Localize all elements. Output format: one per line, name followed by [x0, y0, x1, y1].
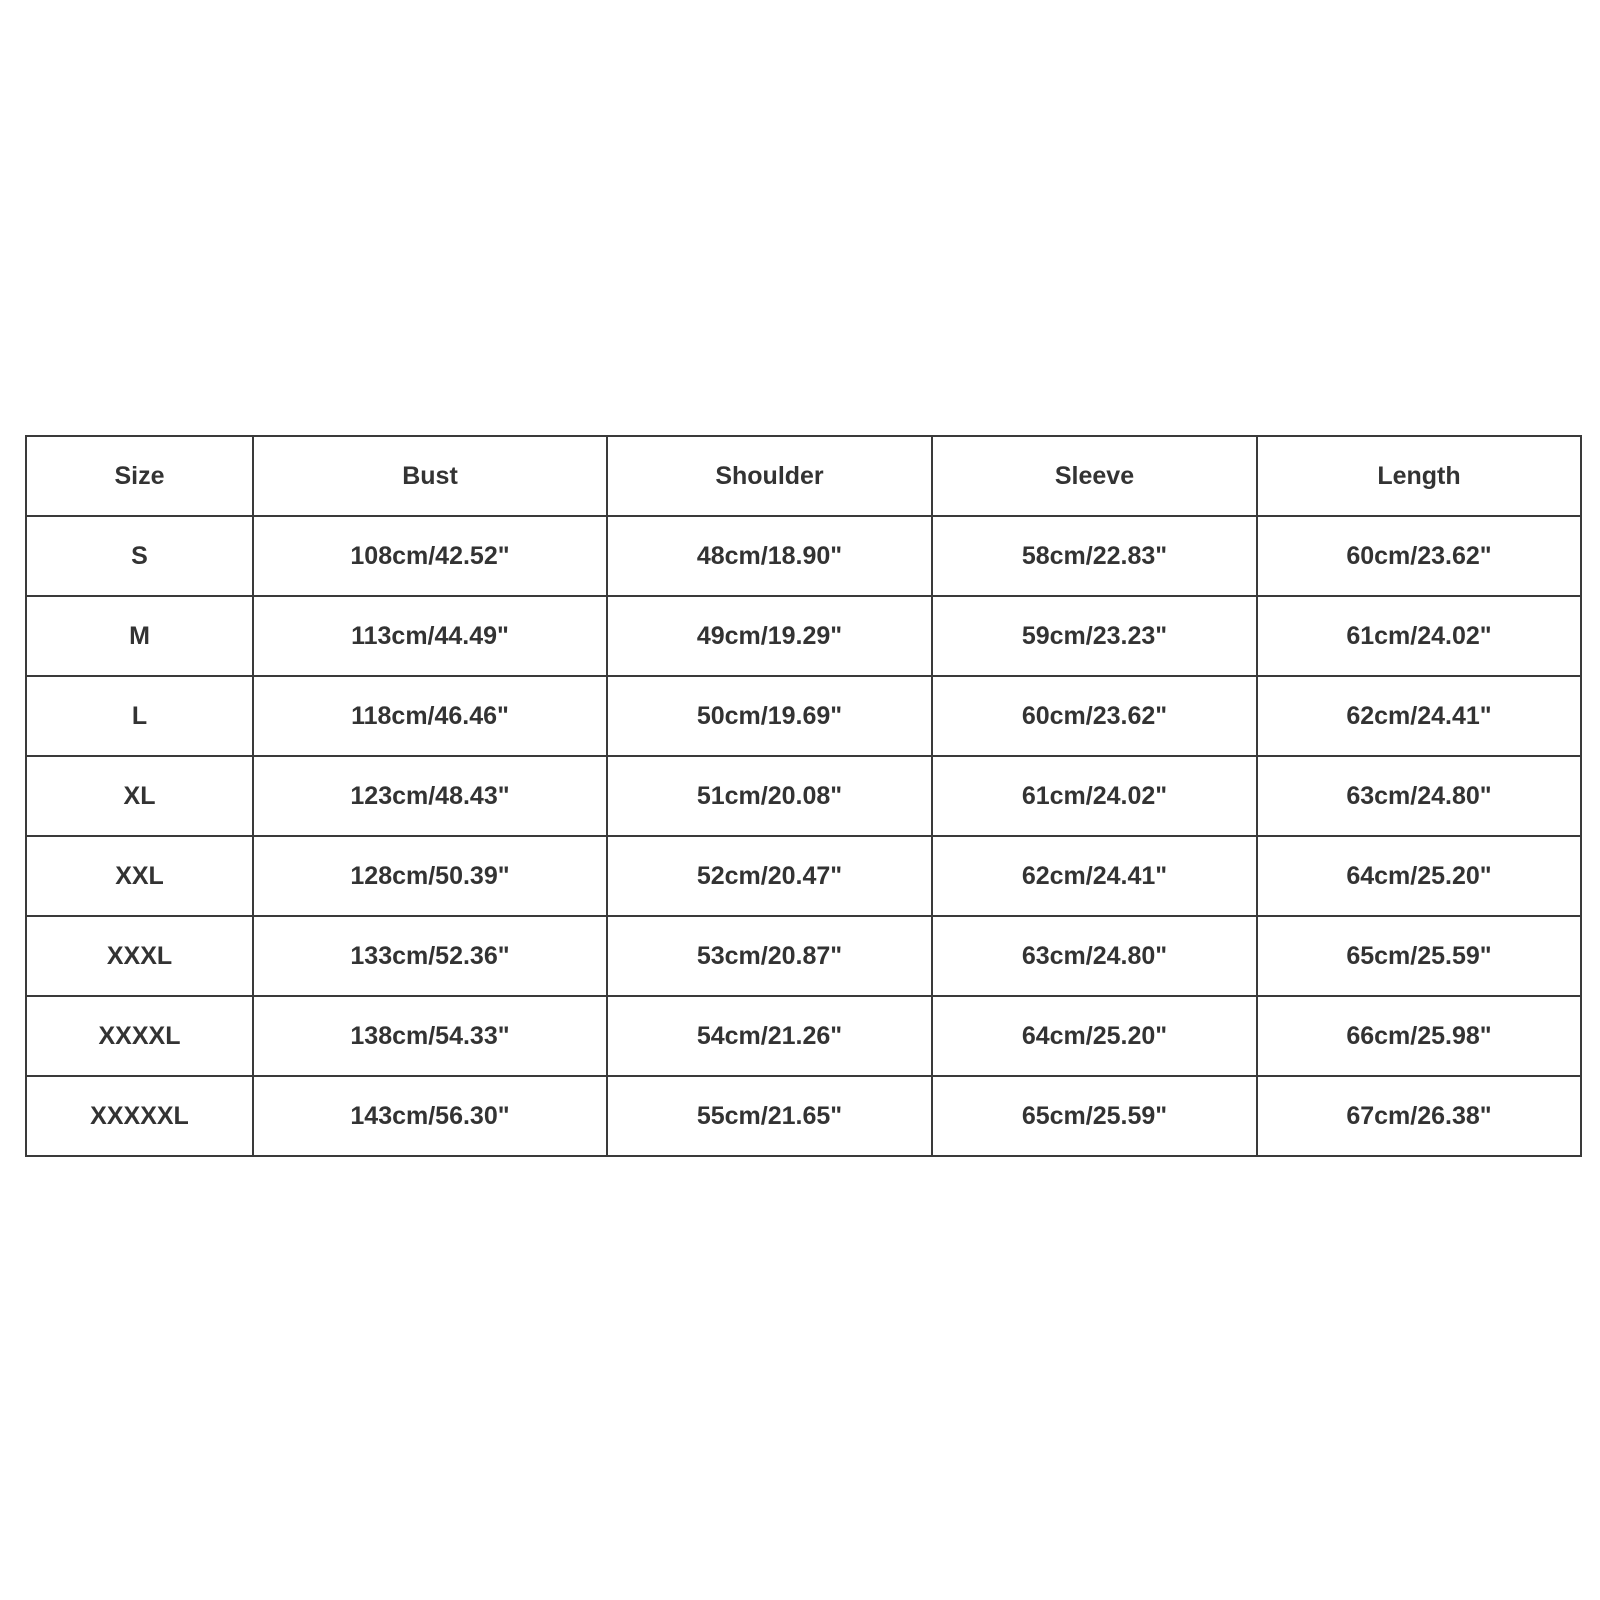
header-shoulder: Shoulder	[607, 436, 932, 516]
cell-bust: 108cm/42.52"	[253, 516, 607, 596]
cell-bust: 128cm/50.39"	[253, 836, 607, 916]
header-bust: Bust	[253, 436, 607, 516]
cell-shoulder: 49cm/19.29"	[607, 596, 932, 676]
cell-length: 66cm/25.98"	[1257, 996, 1581, 1076]
cell-length: 65cm/25.59"	[1257, 916, 1581, 996]
cell-sleeve: 59cm/23.23"	[932, 596, 1257, 676]
cell-shoulder: 53cm/20.87"	[607, 916, 932, 996]
table-row	[26, 996, 1581, 1076]
cell-bust: 123cm/48.43"	[253, 756, 607, 836]
table-row	[26, 916, 1581, 996]
cell-sleeve: 62cm/24.41"	[932, 836, 1257, 916]
size-chart-table	[25, 435, 1582, 1157]
cell-length: 60cm/23.62"	[1257, 516, 1581, 596]
cell-sleeve: 61cm/24.02"	[932, 756, 1257, 836]
cell-bust: 138cm/54.33"	[253, 996, 607, 1076]
cell-sleeve: 60cm/23.62"	[932, 676, 1257, 756]
cell-shoulder: 52cm/20.47"	[607, 836, 932, 916]
header-sleeve: Sleeve	[932, 436, 1257, 516]
table-row	[26, 596, 1581, 676]
cell-sleeve: 65cm/25.59"	[932, 1076, 1257, 1156]
cell-bust: 143cm/56.30"	[253, 1076, 607, 1156]
table-row	[26, 836, 1581, 916]
cell-shoulder: 55cm/21.65"	[607, 1076, 932, 1156]
cell-size: XXL	[26, 836, 253, 916]
cell-size: S	[26, 516, 253, 596]
cell-length: 61cm/24.02"	[1257, 596, 1581, 676]
cell-length: 62cm/24.41"	[1257, 676, 1581, 756]
cell-bust: 133cm/52.36"	[253, 916, 607, 996]
table-row	[26, 676, 1581, 756]
table-row	[26, 756, 1581, 836]
header-length: Length	[1257, 436, 1581, 516]
header-row	[26, 436, 1581, 516]
cell-size: XXXL	[26, 916, 253, 996]
cell-size: XXXXXL	[26, 1076, 253, 1156]
cell-sleeve: 63cm/24.80"	[932, 916, 1257, 996]
cell-shoulder: 50cm/19.69"	[607, 676, 932, 756]
header-size: Size	[26, 436, 253, 516]
cell-size: XXXXL	[26, 996, 253, 1076]
cell-shoulder: 48cm/18.90"	[607, 516, 932, 596]
cell-sleeve: 64cm/25.20"	[932, 996, 1257, 1076]
cell-sleeve: 58cm/22.83"	[932, 516, 1257, 596]
cell-bust: 113cm/44.49"	[253, 596, 607, 676]
cell-shoulder: 54cm/21.26"	[607, 996, 932, 1076]
cell-size: M	[26, 596, 253, 676]
cell-shoulder: 51cm/20.08"	[607, 756, 932, 836]
cell-bust: 118cm/46.46"	[253, 676, 607, 756]
cell-length: 67cm/26.38"	[1257, 1076, 1581, 1156]
cell-size: XL	[26, 756, 253, 836]
table-row	[26, 1076, 1581, 1156]
cell-length: 64cm/25.20"	[1257, 836, 1581, 916]
cell-length: 63cm/24.80"	[1257, 756, 1581, 836]
cell-size: L	[26, 676, 253, 756]
table-row	[26, 516, 1581, 596]
